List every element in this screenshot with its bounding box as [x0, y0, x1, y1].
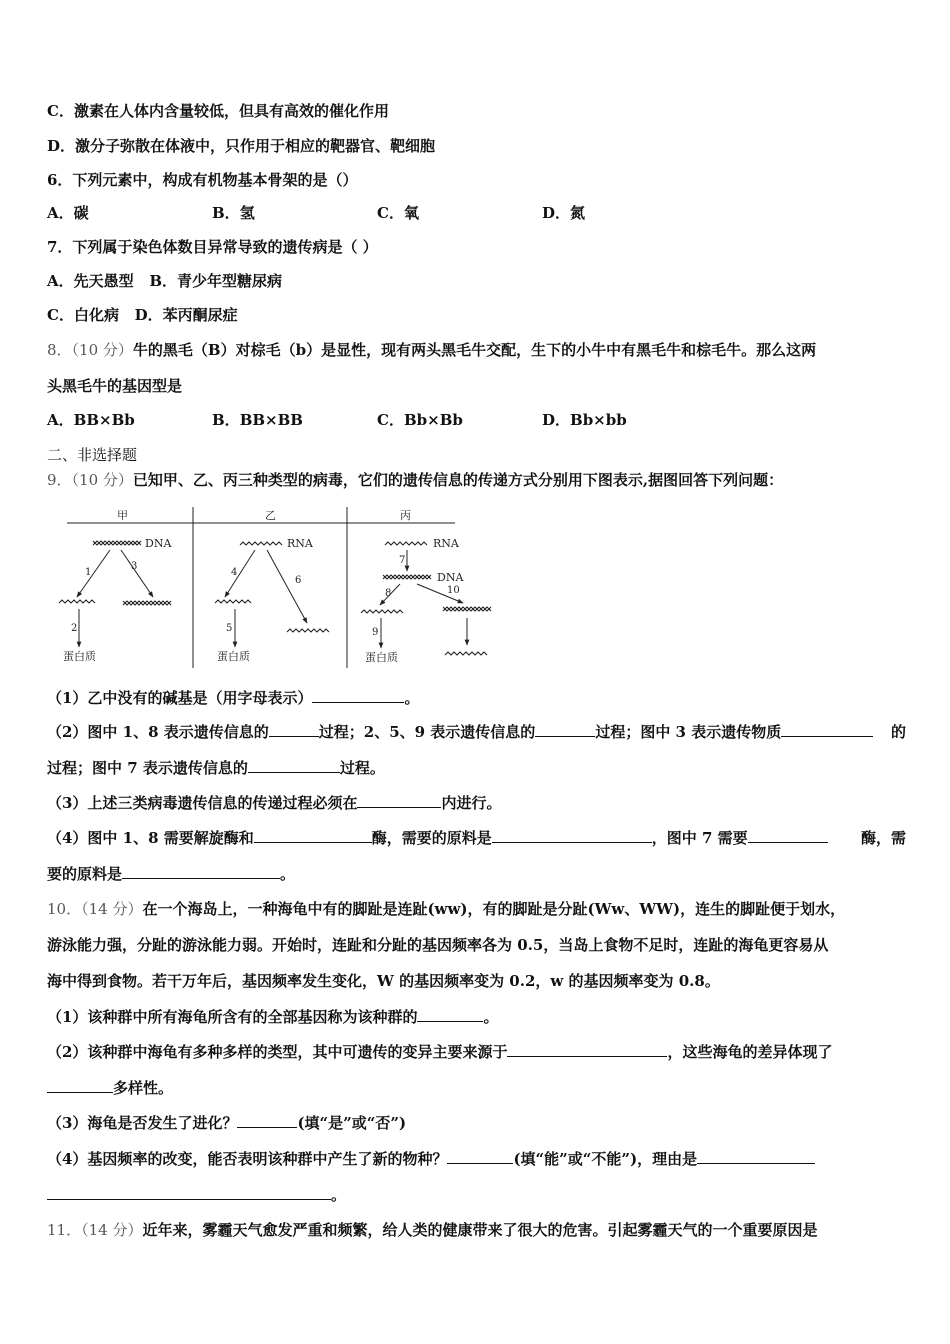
q9-part2-line1: （2）图中 1、8 表示遗传信息的 过程；2、5、9 表示遗传信息的 过程；图中 3 表示遗传物质 的 [47, 723, 906, 741]
q9-part4-line2: 要的原料是 。 [47, 865, 296, 883]
question-8-options [47, 409, 906, 431]
answer-blank[interactable] [781, 721, 873, 737]
option-c: C．Bb×Bb [377, 411, 463, 429]
q10-part4-line2: 。 [47, 1184, 906, 1206]
question-7-stem: 7．下列属于染色体数目异常导致的遗传病是（ ） [47, 238, 378, 256]
answer-blank[interactable] [122, 863, 280, 879]
answer-blank[interactable] [47, 1184, 331, 1200]
label-8: 8 [385, 588, 392, 599]
option-a: A．碳 [47, 204, 89, 222]
answer-blank[interactable] [492, 827, 652, 843]
arrow-6 [267, 550, 307, 623]
dna-label: DNA [145, 537, 172, 550]
question-number: 10．（14 分） [47, 900, 143, 918]
q9-part3: （3）上述三类病毒遗传信息的传递过程必须在 内进行。 [47, 794, 502, 812]
rna-strand [361, 610, 403, 613]
option-c-line [47, 100, 906, 122]
question-8-stem-line2: 头黑毛牛的基因型是 [47, 377, 183, 395]
answer-blank[interactable] [417, 1006, 483, 1022]
question-number: 9．（10 分） [47, 471, 133, 489]
answer-blank[interactable] [312, 687, 404, 703]
label-10: 10 [447, 585, 460, 596]
answer-blank[interactable] [535, 721, 595, 737]
q9-part1: （1）乙中没有的碱基是（用字母表示） 。 [47, 689, 420, 707]
question-number: 11．（14 分） [47, 1221, 143, 1239]
q9-part2-line2: 过程；图中 7 表示遗传信息的 过程。 [47, 759, 385, 777]
question-10-stem-line1: 10．（14 分）在一个海岛上，一种海龟中有的脚趾是连趾(ww)，有的脚趾是分趾(Ww、WW)，连生的脚趾便于划水， [47, 900, 846, 918]
rna-strand [59, 600, 95, 603]
label-4: 4 [231, 567, 238, 578]
q10-part2-line1: （2）该种群中海龟有多种多样的类型，其中可遗传的变异主要来源于 ，这些海龟的差异体现了 [47, 1043, 833, 1061]
option-d: D．氮 [542, 204, 586, 222]
question-6-stem: 6．下列元素中，构成有机物基本骨架的是（） [47, 171, 358, 189]
label-9: 9 [372, 627, 379, 638]
question-10-stem-line3: 海中得到食物。若干万年后，基因频率发生变化，W 的基因频率变为 0.2，w 的基因频率变为 0.8。 [47, 972, 720, 990]
label-5: 5 [226, 623, 233, 634]
q9-part4-line1: （4）图中 1、8 需要解旋酶和 酶，需要的原料是 ，图中 7 需要 酶，需 [47, 829, 906, 847]
protein-label: 蛋白质 [217, 650, 250, 663]
arrow-3 [121, 550, 153, 597]
q10-part3: （3）海龟是否发生了进化？ (填“是”或“否”) [47, 1114, 407, 1132]
answer-blank[interactable] [357, 792, 441, 808]
option-letter: D． [47, 137, 76, 155]
arrow-1 [77, 550, 110, 597]
label-2: 2 [71, 623, 78, 634]
question-7-options-row2: C．白化病 D．苯丙酮尿症 [47, 306, 238, 324]
rna-label: RNA [287, 537, 313, 550]
answer-blank[interactable] [269, 721, 319, 737]
rna-strand [385, 542, 427, 545]
option-text: 激素在人体内含量较低，但具有高效的催化作用 [73, 102, 389, 120]
rna-strand [445, 652, 487, 655]
option-d-line [47, 135, 906, 157]
question-number: 8．（10 分） [47, 341, 133, 359]
arrow-4 [225, 550, 255, 597]
dna-label: DNA [437, 571, 464, 584]
option-text: 激分子弥散在体液中，只作用于相应的靶器官、靶细胞 [75, 137, 436, 155]
protein-label: 蛋白质 [365, 651, 398, 664]
question-11-stem: 11．（14 分）近年来，雾霾天气愈发严重和频繁，给人类的健康带来了很大的危害。引起雾霾天气的一个重要原因是 [47, 1221, 818, 1239]
question-10-stem-line2: 游泳能力强，分趾的游泳能力弱。开始时，连趾和分趾的基因频率各为 0.5，当岛上食物不足时，连趾的海龟更容易从 [47, 936, 829, 954]
header-yi: 乙 [265, 509, 276, 522]
rna-strand [215, 600, 251, 603]
q10-part1: （1）该种群中所有海龟所含有的全部基因称为该种群的 。 [47, 1008, 499, 1026]
question-8-stem-line1: 8．（10 分）牛的黑毛（B）对棕毛（b）是显性，现有两头黑毛牛交配，生下的小牛中有黑毛牛和棕毛牛。那么这两 [47, 341, 817, 359]
q10-part2-line2: 多样性。 [47, 1077, 906, 1099]
answer-blank[interactable] [507, 1041, 667, 1057]
label-1: 1 [85, 567, 92, 578]
option-a: A．BB×Bb [47, 411, 135, 429]
rna-label: RNA [433, 537, 459, 550]
protein-label: 蛋白质 [63, 650, 96, 663]
rna-strand [287, 629, 329, 632]
answer-blank[interactable] [248, 757, 340, 773]
q10-part4-line1: （4）基因频率的改变，能否表明该种群中产生了新的物种？ (填“能”或“不能”)，理由是 [47, 1148, 906, 1170]
section-heading: 二、非选择题 [47, 446, 138, 464]
rna-strand [240, 542, 282, 545]
answer-blank[interactable] [697, 1148, 815, 1164]
option-b: B．氢 [212, 204, 255, 222]
option-letter: C． [47, 102, 74, 120]
label-7: 7 [399, 555, 406, 566]
label-3: 3 [131, 561, 138, 572]
label-6: 6 [295, 575, 302, 586]
answer-blank[interactable] [254, 827, 372, 843]
header-jia: 甲 [117, 509, 128, 522]
question-6-options [47, 202, 906, 224]
answer-blank[interactable] [47, 1077, 113, 1093]
question-7-options-row1: A．先天愚型 B．青少年型糖尿病 [47, 272, 283, 290]
question-9-stem: 9．（10 分）已知甲、乙、丙三种类型的病毒，它们的遗传信息的传递方式分别用下图表示,据图回答下列问题： [47, 471, 784, 489]
virus-information-flow-diagram [55, 505, 505, 670]
option-d: D．Bb×bb [542, 411, 627, 429]
answer-blank[interactable] [748, 827, 828, 843]
option-b: B．BB×BB [212, 411, 303, 429]
header-bing: 丙 [400, 509, 411, 522]
answer-blank[interactable] [447, 1148, 513, 1164]
option-c: C．氧 [377, 204, 419, 222]
answer-blank[interactable] [237, 1112, 297, 1128]
